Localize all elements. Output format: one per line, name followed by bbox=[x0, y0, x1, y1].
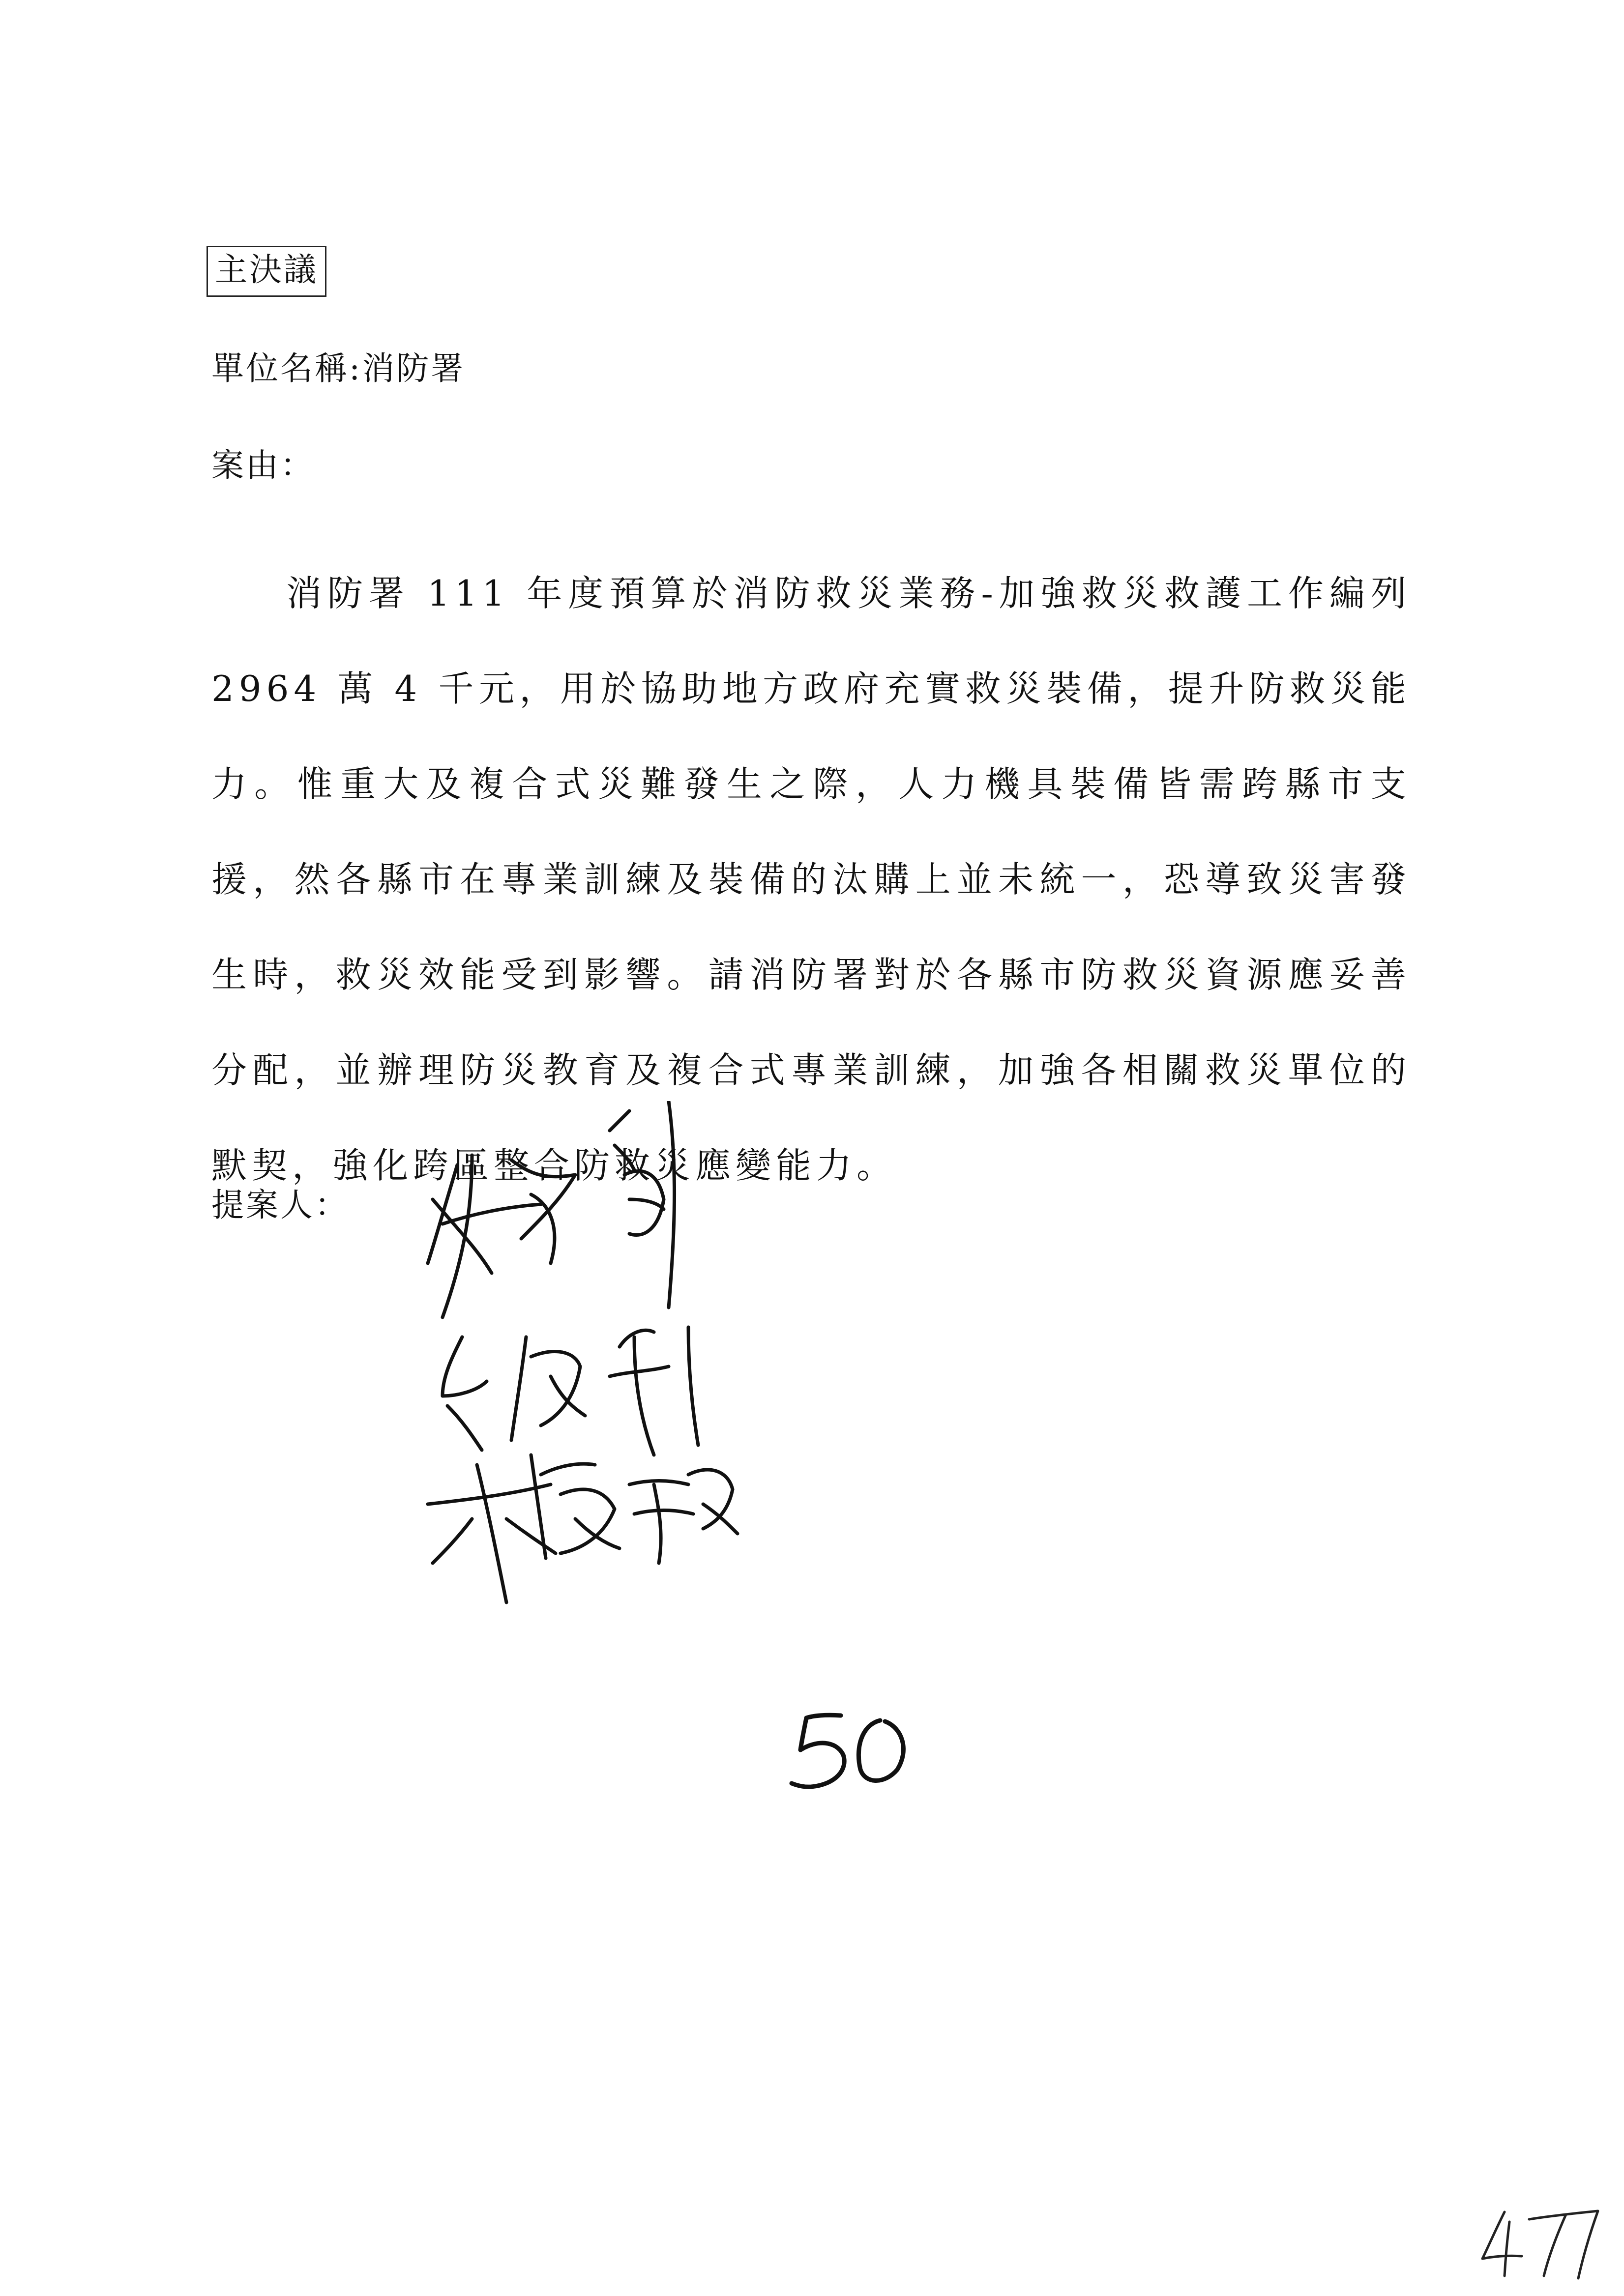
handwritten-signatures bbox=[413, 1101, 767, 1612]
page-number-drawing bbox=[1475, 2202, 1603, 2281]
proposer-label: 提案人： bbox=[211, 1186, 349, 1224]
reason-body: 消防署 111 年度預算於消防救災業務-加強救災救護工作編列 2964 萬 4 千元，用於協助地方政府充實救災裝備，提升防救災能力。惟重大及複合式災難發生之際，人力機具裝備皆需跨縣市支援，然各縣市在專業訓練及裝備的汰購上並未統一，恐導致災害發生時，救災效能受到影響。請消防署對於各縣市防救災資源應妥善分配，並辦理防災教育及複合式專業訓練，加強各相關救災單位的默契，強化跨區整合防救災應變能力。 bbox=[211, 573, 1411, 1186]
page-number bbox=[1475, 2202, 1603, 2281]
handwritten-number-drawing bbox=[787, 1701, 934, 1799]
unit-name-line: 單位名稱:消防署 bbox=[211, 349, 466, 387]
reason-label: 案由： bbox=[211, 446, 315, 484]
handwritten-number bbox=[787, 1701, 934, 1799]
resolution-tag: 主決議 bbox=[207, 246, 326, 297]
signature-block bbox=[413, 1101, 767, 1612]
